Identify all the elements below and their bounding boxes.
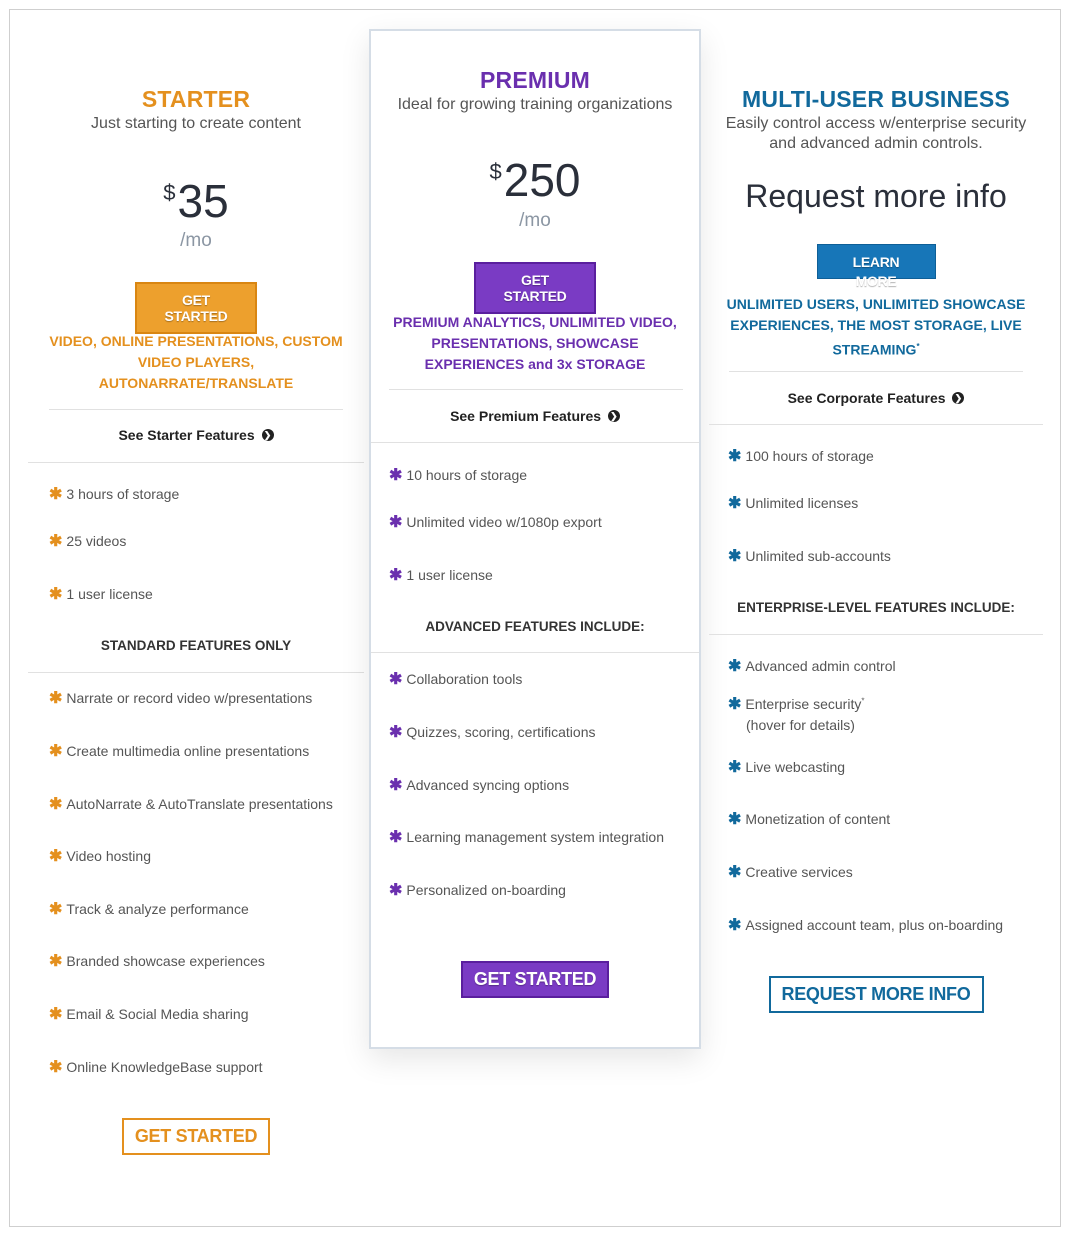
feature-label: Create multimedia online presentations (66, 743, 310, 759)
learn-more-button[interactable]: LEARN MORE (817, 244, 936, 279)
asterisk-icon: ✱ (728, 696, 742, 713)
feature-item (49, 688, 312, 708)
asterisk-icon: ✱ (728, 759, 742, 776)
divider (28, 672, 364, 673)
feature-item (49, 951, 265, 971)
feature-label: Enterprise security (745, 696, 862, 712)
feature-item (49, 484, 179, 504)
starter-highlight (28, 331, 364, 394)
request-more-info-heading: Request more info (745, 178, 1007, 214)
feature-label: 1 user license (406, 567, 493, 583)
asterisk-icon: ✱ (49, 953, 63, 970)
asterisk-icon: ✱ (49, 743, 63, 760)
asterisk-icon: ✱ (389, 467, 403, 484)
link-label: See Premium Features (450, 408, 602, 424)
feature-label: Collaboration tools (406, 671, 523, 687)
feature-item (49, 899, 249, 919)
feature-label: Online KnowledgeBase support (66, 1059, 263, 1075)
feature-item (49, 794, 333, 814)
chevron-right-icon: ❯ (262, 429, 274, 441)
feature-item (389, 722, 595, 742)
feature-label: Advanced syncing options (406, 777, 570, 793)
feature-label: Unlimited video w/1080p export (406, 514, 602, 530)
asterisk-icon: ✱ (389, 882, 403, 899)
premium-plan-column (369, 29, 701, 1049)
highlight-line: PRESENTATIONS, SHOWCASE (431, 335, 639, 351)
feature-label: Monetization of content (745, 811, 891, 827)
feature-label: Email & Social Media sharing (66, 1006, 249, 1022)
feature-item (389, 565, 493, 585)
link-label: See Corporate Features (787, 390, 946, 406)
feature-label: Live webcasting (745, 759, 846, 775)
asterisk-icon: ✱ (728, 495, 742, 512)
feature-label: Advanced admin control (745, 658, 896, 674)
asterisk-icon: ✱ (49, 796, 63, 813)
divider (371, 652, 699, 653)
starter-per-month: /mo (180, 230, 212, 251)
asterisk-icon: ✱ (728, 864, 742, 881)
premium-price-value: 250 (503, 154, 581, 206)
feature-item (728, 809, 890, 829)
enterprise-security-item[interactable] (728, 694, 864, 733)
feature-label: 3 hours of storage (66, 486, 180, 502)
asterisk-icon: ✱ (49, 690, 63, 707)
asterisk-icon: ✱ (728, 811, 742, 828)
starter-subtitle: Just starting to create content (91, 115, 301, 132)
feature-item (49, 741, 309, 761)
feature-label: Personalized on-boarding (406, 882, 566, 898)
feature-label: Unlimited sub-accounts (745, 548, 891, 564)
feature-label: 100 hours of storage (745, 448, 874, 464)
hover-note: (hover for details) (746, 717, 855, 733)
feature-item (389, 512, 602, 532)
starter-price (28, 176, 364, 226)
divider (709, 634, 1043, 635)
currency-symbol: $ (489, 159, 502, 184)
asterisk-icon: ✱ (389, 829, 403, 846)
feature-label: Unlimited licenses (745, 495, 859, 511)
divider (371, 442, 699, 443)
divider (389, 389, 683, 390)
asterisk-icon: ✱ (49, 1059, 63, 1076)
highlight-line: STREAMING (832, 341, 917, 358)
feature-item (728, 446, 874, 466)
footnote-mark: * (861, 696, 865, 706)
asterisk-icon: ✱ (49, 901, 63, 918)
asterisk-icon: ✱ (389, 777, 403, 794)
feature-item (49, 584, 153, 604)
business-section-heading: ENTERPRISE-LEVEL FEATURES INCLUDE: (737, 600, 1015, 615)
feature-item (389, 465, 527, 485)
feature-label: 1 user license (66, 586, 153, 602)
starter-get-started-button[interactable]: GET STARTED (135, 282, 257, 334)
feature-label: Quizzes, scoring, certifications (406, 724, 596, 740)
divider (729, 371, 1023, 372)
asterisk-icon: ✱ (49, 533, 63, 550)
asterisk-icon: ✱ (389, 671, 403, 688)
asterisk-icon: ✱ (728, 548, 742, 565)
starter-section-heading: STANDARD FEATURES ONLY (100, 638, 292, 653)
feature-item (49, 1057, 263, 1077)
highlight-line: VIDEO, ONLINE PRESENTATIONS, CUSTOM (49, 333, 343, 349)
feature-item (728, 546, 891, 566)
see-premium-features-link[interactable] (371, 408, 699, 424)
see-corporate-features-link[interactable] (709, 390, 1043, 406)
premium-bottom-get-started-button[interactable]: GET STARTED (461, 961, 609, 998)
feature-label: Assigned account team, plus on-boarding (745, 917, 1004, 933)
feature-item (728, 915, 1003, 935)
asterisk-icon: ✱ (389, 724, 403, 741)
premium-section-heading: ADVANCED FEATURES INCLUDE: (425, 619, 645, 634)
link-label: See Starter Features (118, 427, 255, 443)
feature-item (728, 493, 858, 513)
starter-bottom-get-started-button[interactable]: GET STARTED (122, 1118, 270, 1155)
chevron-right-icon: ❯ (952, 392, 964, 404)
highlight-line: VIDEO PLAYERS, (137, 354, 255, 370)
business-subtitle (709, 114, 1043, 154)
feature-label: AutoNarrate & AutoTranslate presentations (66, 796, 333, 812)
feature-item (389, 775, 569, 795)
premium-highlight (371, 312, 699, 375)
asterisk-icon: ✱ (728, 658, 742, 675)
feature-item (389, 880, 566, 900)
premium-title: PREMIUM (479, 67, 590, 93)
highlight-line: EXPERIENCES and 3x STORAGE (424, 356, 646, 372)
asterisk-icon: ✱ (49, 1006, 63, 1023)
subtitle-line: Easily control access w/enterprise security (725, 115, 1027, 132)
highlight-line: PREMIUM ANALYTICS, UNLIMITED VIDEO, (393, 314, 677, 330)
request-more-info-button[interactable]: REQUEST MORE INFO (769, 976, 984, 1013)
feature-label: Creative services (745, 864, 853, 880)
currency-symbol: $ (163, 180, 176, 205)
feature-item (728, 757, 845, 777)
footnote-mark: * (916, 342, 920, 351)
feature-item (728, 862, 853, 882)
divider (49, 409, 343, 410)
feature-item (389, 669, 522, 689)
highlight-line: UNLIMITED USERS, UNLIMITED SHOWCASE (726, 296, 1026, 312)
premium-subtitle: Ideal for growing training organizations (397, 96, 673, 113)
business-highlight (709, 294, 1043, 361)
feature-label: Video hosting (66, 848, 151, 864)
asterisk-icon: ✱ (49, 586, 63, 603)
divider (709, 424, 1043, 425)
asterisk-icon: ✱ (389, 567, 403, 584)
highlight-line: AUTONARRATE/TRANSLATE (98, 375, 294, 391)
see-starter-features-link[interactable] (28, 427, 364, 443)
feature-label: Narrate or record video w/presentations (66, 690, 313, 706)
asterisk-icon: ✱ (389, 514, 403, 531)
feature-item (728, 656, 896, 676)
premium-get-started-button[interactable]: GET STARTED (474, 262, 596, 314)
divider (28, 462, 364, 463)
feature-item (49, 531, 126, 551)
asterisk-icon: ✱ (728, 448, 742, 465)
subtitle-line: and advanced admin controls. (769, 135, 983, 152)
feature-label: Track & analyze performance (66, 901, 249, 917)
feature-label: Learning management system integration (406, 829, 664, 845)
feature-item (49, 846, 151, 866)
feature-label: 25 videos (66, 533, 127, 549)
feature-item (389, 827, 664, 847)
chevron-right-icon: ❯ (608, 410, 620, 422)
feature-item (49, 1004, 249, 1024)
starter-title: STARTER (141, 86, 251, 112)
premium-price (371, 155, 699, 205)
asterisk-icon: ✱ (728, 917, 742, 934)
asterisk-icon: ✱ (49, 486, 63, 503)
highlight-line: EXPERIENCES, THE MOST STORAGE, LIVE (730, 317, 1022, 333)
premium-per-month: /mo (519, 210, 551, 231)
feature-label: Branded showcase experiences (66, 953, 265, 969)
feature-label: 10 hours of storage (406, 467, 528, 483)
starter-price-value: 35 (177, 175, 229, 227)
asterisk-icon: ✱ (49, 848, 63, 865)
business-title: MULTI-USER BUSINESS (742, 86, 1010, 112)
